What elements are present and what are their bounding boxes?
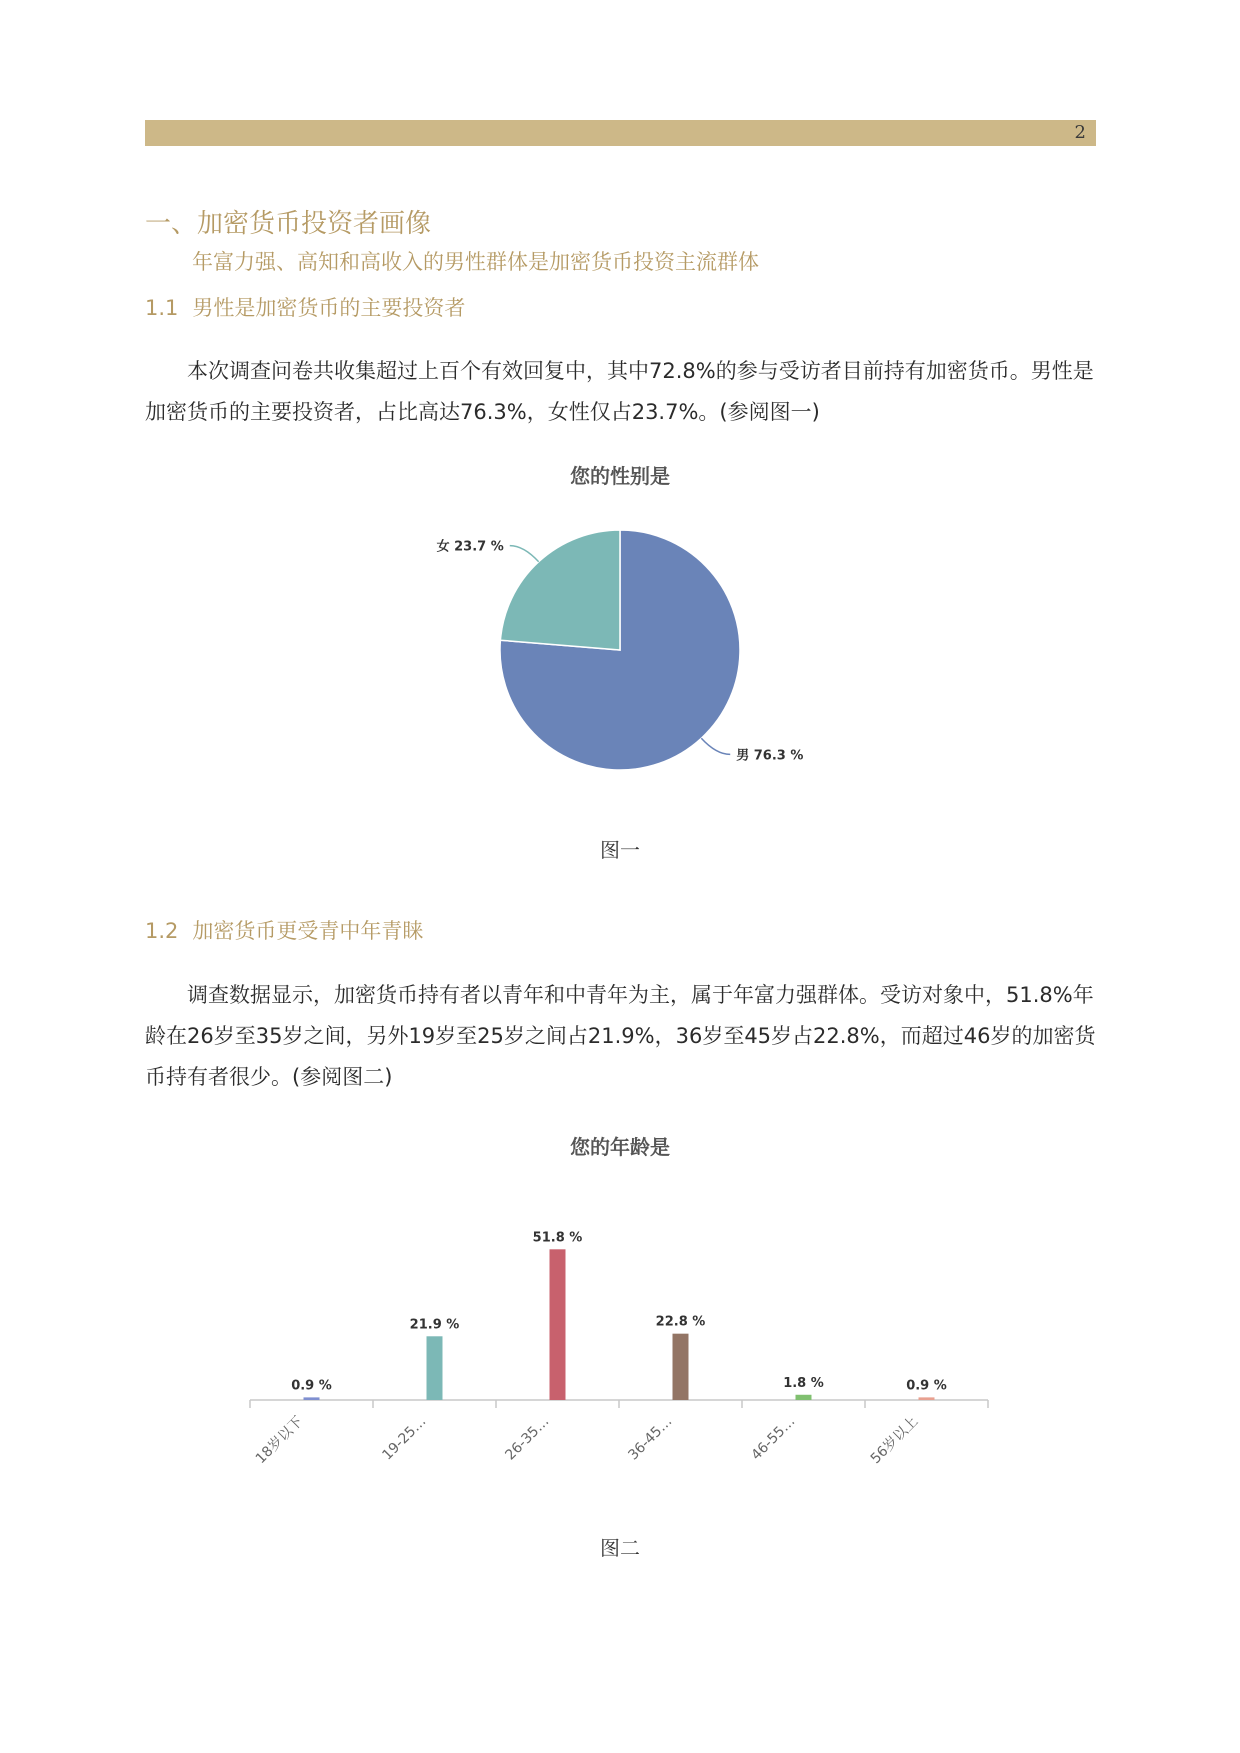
bar — [550, 1249, 566, 1400]
subsection-title: 男性是加密货币的主要投资者 — [192, 296, 466, 320]
bar — [919, 1397, 935, 1400]
x-tick-label: 26-35… — [502, 1413, 553, 1464]
pie-leader-line — [510, 546, 539, 562]
subsection-number: 1.1 — [145, 296, 179, 320]
subsection-heading-1 — [145, 292, 465, 322]
x-tick-label: 18岁以下 — [252, 1413, 307, 1468]
figure-caption-1: 图一 — [600, 838, 640, 862]
x-tick-label: 19-25… — [379, 1413, 430, 1464]
bar — [304, 1397, 320, 1400]
pie-leader-line — [701, 738, 730, 754]
section-title: 一、加密货币投资者画像 — [145, 209, 432, 239]
paragraph-gender: 本次调查问卷共收集超过上百个有效回复中，其中72.8%的参与受访者目前持有加密货币。男性是加密货币的主要投资者，占比高达76.3%，女性仅占23.7%。(参阅图一) — [145, 359, 1094, 424]
paragraph-age: 调查数据显示，加密货币持有者以青年和中青年为主，属于年富力强群体。受访对象中，51.8%年龄在26岁至35岁之间，另外19岁至25岁之间占21.9%，36岁至45岁占22.8%，而超过46岁的加密货币持有者很少。(参阅图二) — [145, 983, 1096, 1089]
bar — [673, 1334, 689, 1400]
section-subtitle: 年富力强、高知和高收入的男性群体是加密货币投资主流群体 — [192, 250, 759, 274]
bar-value-label: 22.8 % — [655, 1314, 706, 1330]
subsection-heading-2 — [145, 915, 423, 945]
age-bar-chart — [230, 1200, 1010, 1480]
bar-value-label: 0.9 % — [291, 1378, 332, 1394]
bar — [427, 1336, 443, 1400]
bar-value-label: 21.9 % — [409, 1317, 460, 1333]
pie-slice-label: 女 23.7 % — [436, 539, 504, 555]
chart-title-age: 您的年龄是 — [570, 1135, 670, 1159]
x-tick-label: 36-45… — [625, 1413, 676, 1464]
gender-pie-chart — [400, 510, 840, 790]
bar-value-label: 0.9 % — [906, 1378, 947, 1394]
figure-caption-2: 图二 — [600, 1536, 640, 1560]
subsection-title: 加密货币更受青中年青睐 — [192, 919, 424, 943]
bar — [796, 1395, 812, 1400]
pie-slice — [500, 530, 620, 650]
page-number: 2 — [1074, 122, 1086, 143]
header-bar — [145, 120, 1096, 146]
subsection-number: 1.2 — [145, 919, 179, 943]
pie-slice-label: 男 76.3 % — [736, 748, 804, 764]
bar-value-label: 1.8 % — [783, 1375, 824, 1391]
x-tick-label: 56岁以上 — [867, 1413, 922, 1468]
bar-value-label: 51.8 % — [532, 1230, 583, 1246]
chart-title-gender: 您的性别是 — [570, 464, 670, 488]
x-tick-label: 46-55… — [748, 1413, 799, 1464]
